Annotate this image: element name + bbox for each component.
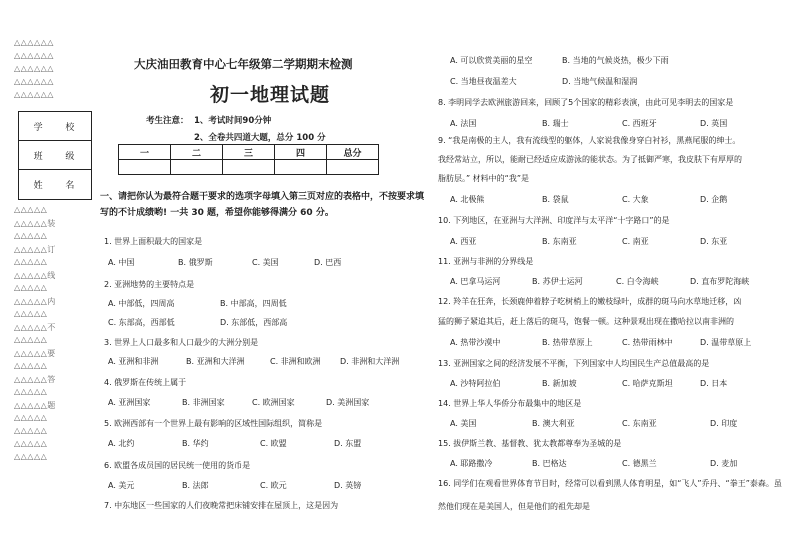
margin-line: △△△△△ bbox=[14, 205, 48, 214]
exam-subtitle: 初一地理试题 bbox=[210, 84, 331, 106]
margin-line: △△△△△ bbox=[14, 283, 48, 292]
margin-line: △△△△△ bbox=[14, 426, 48, 435]
name-field[interactable]: 姓 名 bbox=[33, 181, 85, 191]
option[interactable]: D. 企鹅 bbox=[700, 195, 728, 204]
margin-line: △△△△△ bbox=[14, 387, 48, 396]
question-stem: 3. 世界上人口最多和人口最少的大洲分别是 bbox=[104, 338, 259, 347]
margin-triangles: △△△△△△ bbox=[14, 51, 54, 60]
option[interactable]: D. 英国 bbox=[700, 119, 728, 128]
margin-line: △△△△△不 bbox=[14, 323, 56, 332]
option[interactable]: A. 美元 bbox=[108, 481, 135, 490]
option[interactable]: D. 当地气候温和湿润 bbox=[562, 77, 638, 86]
margin-line: △△△△△ bbox=[14, 309, 48, 318]
margin-triangles: △△△△△△ bbox=[14, 90, 54, 99]
question-stem: 9. “我是南极的主人，我有流线型的躯体，人家说我像身穿白衬衫，黑燕尾服的绅士。 bbox=[438, 136, 741, 145]
margin-line: △△△△△题 bbox=[14, 401, 56, 410]
option[interactable]: A. 西亚 bbox=[450, 237, 477, 246]
binding-margin bbox=[0, 0, 100, 560]
option[interactable]: A. 中国 bbox=[108, 258, 135, 267]
option[interactable]: C. 德黑兰 bbox=[622, 459, 657, 468]
question-stem: 8. 李明同学去欧洲旅游回来，回顾了5个国家的精彩表演，由此可见李明去的国家是 bbox=[438, 98, 734, 107]
question-stem: 16. 同学们在观看世界体育节目时，经常可以看到黑人体育明星，如“飞人”乔丹、“拳王”泰森。虽然他们现在是美国人，但是他们的祖先却是 bbox=[438, 479, 782, 511]
option[interactable]: D. 印度 bbox=[710, 419, 738, 428]
notice-item-1: 1、考试时间90分钟 bbox=[194, 116, 272, 126]
question-stem: 2. 亚洲地势的主要特点是 bbox=[104, 280, 195, 289]
score-cell-3[interactable] bbox=[223, 160, 275, 175]
page-left-column bbox=[100, 0, 430, 560]
option[interactable]: A. 可以欣赏美丽的星空 bbox=[450, 56, 533, 65]
option[interactable]: D. 麦加 bbox=[710, 459, 738, 468]
student-info-box bbox=[18, 111, 92, 200]
option[interactable]: B. 华约 bbox=[182, 439, 209, 448]
school-field[interactable]: 学 校 bbox=[19, 112, 91, 141]
margin-line: △△△△△ bbox=[14, 335, 48, 344]
option[interactable]: C. 欧盟 bbox=[260, 439, 287, 448]
margin-line: △△△△△装 bbox=[14, 219, 56, 228]
question-stem: 10. 下列地区，在亚洲与大洋洲、印度洋与太平洋“十字路口”的是 bbox=[438, 216, 670, 225]
option[interactable]: D. 日本 bbox=[700, 379, 728, 388]
notice-label: 考生注意： bbox=[146, 116, 189, 126]
option[interactable]: A. 沙特阿拉伯 bbox=[450, 379, 501, 388]
question-stem: 13. 亚洲国家之间的经济发展不平衡，下列国家中人均国民生产总值最高的是 bbox=[438, 359, 710, 368]
question-stem: 12. 羚羊在狂奔，长颈鹿伸着脖子吃树梢上的嫩枝绿叶，成群的斑马向水草地迁移，凶 bbox=[438, 297, 742, 306]
option[interactable]: D. 东盟 bbox=[334, 439, 362, 448]
option[interactable]: C. 欧洲国家 bbox=[252, 398, 295, 407]
option[interactable]: A. 热带沙漠中 bbox=[450, 338, 501, 347]
option[interactable]: B. 当地的气候炎热，极少下雨 bbox=[562, 56, 669, 65]
score-header-4: 四 bbox=[275, 145, 327, 160]
option[interactable]: C. 西班牙 bbox=[622, 119, 657, 128]
option[interactable]: D. 直布罗陀海峡 bbox=[690, 277, 750, 286]
option[interactable]: C. 东南亚 bbox=[622, 419, 657, 428]
option[interactable]: A. 耶路撒冷 bbox=[450, 459, 493, 468]
margin-triangles: △△△△△△ bbox=[14, 38, 54, 47]
exam-title: 大庆油田教育中心七年级第二学期期末检测 bbox=[134, 57, 353, 71]
question-stem: 14. 世界上华人华侨分布最集中的地区是 bbox=[438, 399, 582, 408]
margin-line: △△△△△答 bbox=[14, 375, 56, 384]
option[interactable]: B. 澳大利亚 bbox=[532, 419, 575, 428]
option[interactable]: C. 非洲和欧洲 bbox=[270, 357, 321, 366]
question-text: 猛的狮子紧追其后，赶上落后的斑马，饱餐一顿。这种景观出现在撒哈拉以南非洲的 bbox=[438, 317, 734, 326]
option[interactable]: B. 热带草原上 bbox=[542, 338, 593, 347]
option[interactable]: B. 中部高，四周低 bbox=[220, 299, 287, 308]
option[interactable]: A. 巴拿马运河 bbox=[450, 277, 501, 286]
question-stem: 15. 拔伊斯兰教、基督教、犹太教都尊奉为圣城的是 bbox=[438, 439, 622, 448]
score-table bbox=[118, 144, 379, 175]
margin-line: △△△△△ bbox=[14, 257, 48, 266]
option[interactable]: B. 苏伊士运河 bbox=[532, 277, 583, 286]
option[interactable]: D. 东部低，西部高 bbox=[220, 318, 288, 327]
margin-line: △△△△△ bbox=[14, 413, 48, 422]
option[interactable]: B. 巴格达 bbox=[532, 459, 567, 468]
score-header-2: 二 bbox=[171, 145, 223, 160]
option[interactable]: C. 哈萨克斯坦 bbox=[622, 379, 673, 388]
option[interactable]: A. 北极熊 bbox=[450, 195, 485, 204]
page-right-column bbox=[430, 0, 794, 560]
option[interactable]: A. 法国 bbox=[450, 119, 477, 128]
option[interactable]: D. 东亚 bbox=[700, 237, 728, 246]
option[interactable]: B. 瑞士 bbox=[542, 119, 569, 128]
question-stem: 11. 亚洲与非洲的分界线是 bbox=[438, 257, 534, 266]
margin-line: △△△△△ bbox=[14, 361, 48, 370]
option[interactable]: D. 非洲和大洋洲 bbox=[340, 357, 400, 366]
score-cell-1[interactable] bbox=[119, 160, 171, 175]
question-text: 我经常站立，所以，能耐已经适应成游泳的能状态。为了抵御严寒，我皮肤下有厚厚的 bbox=[438, 155, 742, 164]
option[interactable]: B. 俄罗斯 bbox=[178, 258, 213, 267]
score-cell-total[interactable] bbox=[327, 160, 379, 175]
score-header-1: 一 bbox=[119, 145, 171, 160]
option[interactable]: B. 非洲国家 bbox=[182, 398, 225, 407]
option[interactable]: B. 新加坡 bbox=[542, 379, 577, 388]
option[interactable]: C. 南亚 bbox=[622, 237, 649, 246]
option[interactable]: C. 当地昼夜温差大 bbox=[450, 77, 517, 86]
question-stem: 4. 俄罗斯在传统上属于 bbox=[104, 378, 187, 387]
section-1-instructions: 一、请把你认为最符合题干要求的选项字母填入第三页对应的表格中，不按要求填写的不计成绩哟! 一共 30 题，希望你能够得满分 60 分。 bbox=[100, 192, 425, 218]
margin-line: △△△△△订 bbox=[14, 245, 56, 254]
option[interactable]: B. 法郎 bbox=[182, 481, 209, 490]
margin-line: △△△△△ bbox=[14, 231, 48, 240]
option[interactable]: A. 亚洲和非洲 bbox=[108, 357, 159, 366]
option[interactable]: C. 白令海峡 bbox=[616, 277, 659, 286]
option[interactable]: D. 美洲国家 bbox=[326, 398, 370, 407]
notice-item-2: 2、全卷共四道大题，总分 100 分 bbox=[194, 133, 326, 143]
option[interactable]: A. 亚洲国家 bbox=[108, 398, 151, 407]
option[interactable]: C. 东部高，西部低 bbox=[108, 318, 175, 327]
option[interactable]: B. 东南亚 bbox=[542, 237, 577, 246]
score-cell-2[interactable] bbox=[171, 160, 223, 175]
margin-triangles: △△△△△△ bbox=[14, 64, 54, 73]
option[interactable]: C. 美国 bbox=[252, 258, 279, 267]
score-header-3: 三 bbox=[223, 145, 275, 160]
margin-triangles: △△△△△△ bbox=[14, 77, 54, 86]
option[interactable]: D. 巴西 bbox=[314, 258, 342, 267]
option[interactable]: B. 亚洲和大洋洲 bbox=[186, 357, 245, 366]
option[interactable]: A. 美国 bbox=[450, 419, 477, 428]
option[interactable]: C. 欧元 bbox=[260, 481, 287, 490]
option[interactable]: A. 北约 bbox=[108, 439, 135, 448]
option[interactable]: C. 大象 bbox=[622, 195, 649, 204]
option[interactable]: D. 英镑 bbox=[334, 481, 362, 490]
question-stem: 5. 欧洲西部有一个世界上最有影响的区域性国际组织，简称是 bbox=[104, 419, 323, 428]
score-cell-4[interactable] bbox=[275, 160, 327, 175]
question-text: 脂肪层。” 材料中的“我”是 bbox=[438, 174, 529, 183]
margin-line: △△△△△线 bbox=[14, 271, 56, 280]
option[interactable]: D. 温带草原上 bbox=[700, 338, 752, 347]
option[interactable]: A. 中部低，四周高 bbox=[108, 299, 175, 308]
margin-line: △△△△△要 bbox=[14, 349, 56, 358]
margin-line: △△△△△内 bbox=[14, 297, 56, 306]
question-stem: 7. 中东地区一些国家的人们夜晚常把床铺安排在屋顶上，这是因为 bbox=[104, 501, 339, 510]
question-stem: 1. 世界上面积最大的国家是 bbox=[104, 237, 203, 246]
margin-line: △△△△△ bbox=[14, 452, 48, 461]
margin-line: △△△△△ bbox=[14, 439, 48, 448]
option[interactable]: B. 袋鼠 bbox=[542, 195, 569, 204]
question-stem: 6. 欧盟各成员国的居民统一使用的货币是 bbox=[104, 461, 251, 470]
class-field[interactable]: 班 级 bbox=[19, 141, 91, 170]
score-header-total: 总分 bbox=[327, 145, 379, 160]
option[interactable]: C. 热带雨林中 bbox=[622, 338, 673, 347]
